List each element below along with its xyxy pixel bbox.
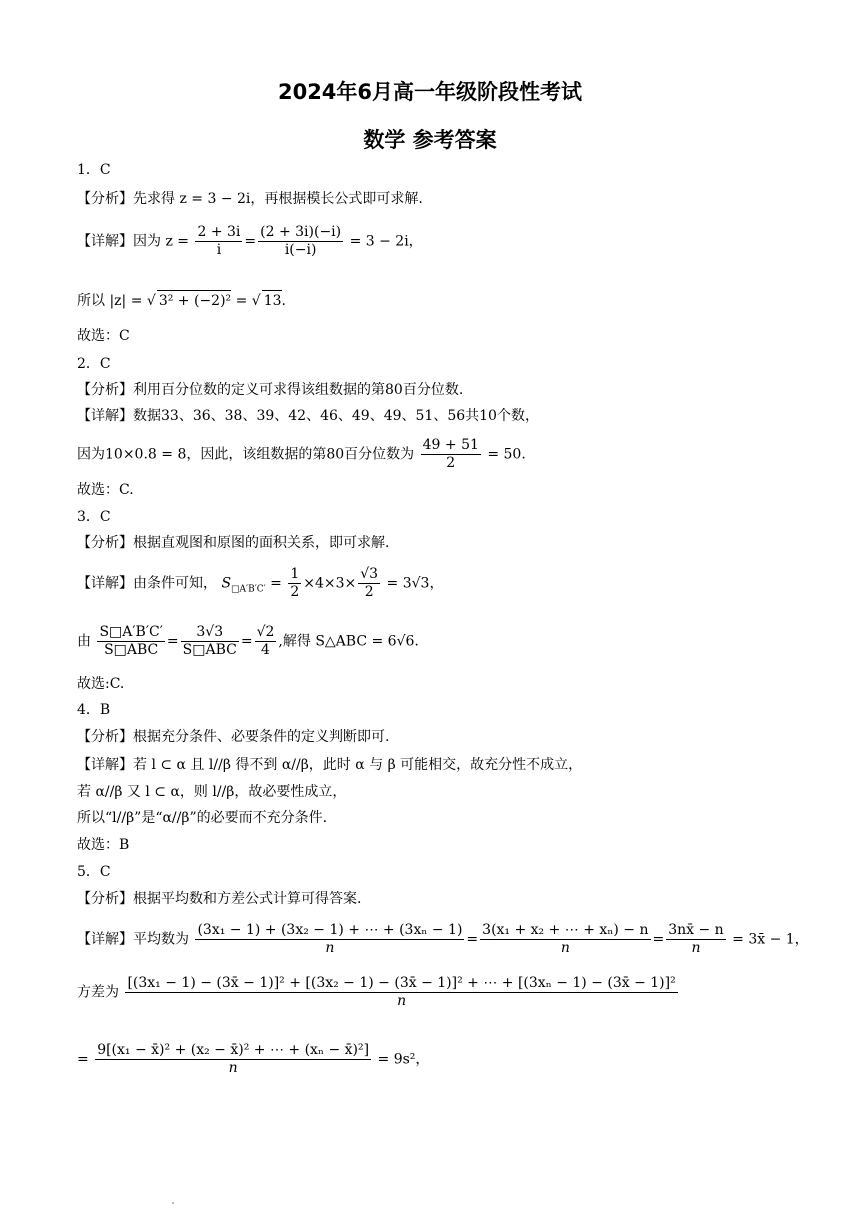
q5-variance-result (77, 1042, 429, 1077)
fraction-numerator: 9[(x₁ − x̄)² + (x₂ − x̄)² + ⋯ + (xₙ − x̄)²] (97, 1042, 370, 1058)
fraction-denominator: n (691, 940, 701, 956)
q5-mean-fraction-3 (666, 922, 725, 957)
q2-analysis: 【分析】利用百分位数的定义可求得该组数据的第80百分位数. (77, 382, 464, 398)
page-subtitle: 数学 参考答案 (363, 128, 497, 152)
q3-mid: ×4×3× (303, 575, 357, 592)
fraction-numerator: 3(x₁ + x₂ + ⋯ + xₙ) − n (482, 922, 649, 938)
q2-percentile-pre: 因为10×0.8 = 8，因此，该组数据的第80百分位数为 (77, 446, 415, 463)
q1-fraction-2 (258, 224, 343, 259)
q5-variance2-pre: = (77, 1051, 89, 1068)
q5-variance (77, 975, 680, 1010)
q4-analysis: 【分析】根据充分条件、必要条件的定义判断即可. (77, 729, 390, 745)
q3-area-symbol: S (221, 575, 232, 592)
q1-modulus-radicand: 3² + (−2)² (157, 290, 231, 311)
q5-mean-pre: 【详解】平均数为 (77, 931, 189, 948)
fraction-numerator: 3√3 (181, 624, 239, 642)
q5-mean-fraction-1 (195, 922, 464, 957)
fraction-denominator: 2 (290, 584, 300, 600)
fraction-denominator: S□ABC (104, 642, 159, 658)
q3-detail (77, 566, 443, 601)
fraction-numerator: √2 (256, 624, 275, 640)
page-title: 2024年6月高一年级阶段性考试 (277, 80, 583, 104)
q3-ratio: 由 $\frac{S□A'B'C'}{\text{S□ABC}}$ = $\frac{3√3}{\text{S□ABC}}$ = $\frac{√2}{4}$ ,解得 S△ABC = 6√6. (77, 624, 419, 658)
q3-ratio-post: ,解得 S△ABC = 6√6. (278, 633, 419, 650)
fraction-numerator: 3nx̄ − n (668, 922, 724, 938)
q2-percentile (77, 437, 526, 472)
q1-modulus-end: . (281, 293, 286, 309)
fraction-numerator: 2 + 3i (197, 224, 241, 240)
q3-area-subscript: □A′B′C′ (231, 584, 266, 595)
fraction-numerator: 1 (290, 566, 300, 582)
page-mark (172, 1202, 174, 1204)
fraction-denominator: 2 (446, 455, 456, 471)
fraction-numerator: (3x₁ − 1) + (3x₂ − 1) + ⋯ + (3xₙ − 1) (197, 922, 463, 938)
fraction-numerator: √3 (360, 566, 379, 582)
q4-answer: 故选：B (77, 837, 130, 853)
q1-modulus-pre: 所以 |z| = (77, 293, 143, 309)
q5-mean-fraction-2 (480, 922, 650, 957)
q1-answer: 故选：C (77, 328, 130, 344)
q1-modulus-eq: = (235, 293, 248, 309)
q4-conclusion: 所以“l//β”是“α//β”的必要而不充分条件. (77, 810, 328, 826)
q5-variance2-fraction (95, 1042, 371, 1077)
q2-fraction (421, 437, 481, 472)
q3-ratio-fraction-2 (181, 624, 239, 659)
q1-detail-post: = 3 − 2i， (349, 233, 423, 250)
fraction-numerator: 49 + 51 (422, 437, 479, 453)
q3-number: 3．C (77, 509, 111, 525)
q4-detail: 【详解】若 l ⊂ α 且 l//β 得不到 α//β，此时 α 与 β 可能相交，故充分性不成立， (77, 757, 583, 773)
q1-modulus-result: 13 (262, 290, 282, 311)
q3-ratio-fraction-3 (255, 624, 277, 659)
q3-answer: 故选:C. (77, 676, 125, 692)
fraction-denominator: i(−i) (284, 242, 317, 258)
q3-fraction-root3 (358, 566, 380, 601)
q2-percentile-post: = 50. (487, 446, 526, 463)
q5-mean-post: = 3x̄ − 1， (732, 931, 809, 948)
q5-variance2-post: = 9s²， (377, 1051, 430, 1068)
q3-result: = 3√3， (386, 575, 444, 592)
q1-fraction-1 (195, 224, 242, 259)
q4-number: 4．B (77, 702, 111, 718)
q1-detail-pre: 【详解】因为 z = (77, 233, 190, 250)
fraction-denominator: 2 (364, 584, 374, 600)
q5-variance-pre: 方差为 (77, 984, 119, 1001)
q5-number: 5．C (77, 864, 111, 880)
fraction-denominator: 4 (261, 642, 270, 658)
q5-mean: 【详解】平均数为 $\frac{\text{(3x₁ − 1) + (3x₂ − 1) + ⋯ + (3xₙ − 1)}}{n}$ = $\frac{\text{3(x₁ + x₂ + ⋯ + xₙ) − n}}{n}$ = $\frac{3nx̄ - n}{n}$ = 3x̄ − 1， (77, 922, 809, 956)
q1-analysis: 【分析】先求得 z = 3 − 2i，再根据模长公式即可求解. (77, 191, 423, 207)
q1-modulus: 所以 |z| = √ 3² + (−2)² = √ 13. (77, 290, 286, 311)
q5-analysis: 【分析】根据平均数和方差公式计算可得答案. (77, 891, 362, 907)
fraction-numerator: (2 + 3i)(−i) (260, 224, 342, 240)
q3-detail-pre: 【详解】由条件可知， (77, 575, 217, 592)
q2-answer: 故选：C. (77, 482, 134, 498)
q3-eq: = (270, 575, 282, 592)
fraction-numerator: S□A′B′C′ (99, 624, 163, 640)
q1-number: 1．C (77, 162, 111, 178)
q4-necessity: 若 α//β 又 l ⊂ α，则 l//β，故必要性成立， (77, 784, 347, 800)
q2-detail: 【详解】数据33、36、38、39、42、46、49、49、51、56共10个数， (77, 408, 539, 424)
q1-detail: 【详解】因为 z = $\frac{2 + 3i}{i}$ = $\frac{(2 + 3i)(-i)}{i(-i)}$ = 3 − 2i， (77, 224, 423, 258)
fraction-denominator: n (228, 1060, 238, 1076)
q3-analysis: 【分析】根据直观图和原图的面积关系，即可求解. (77, 535, 390, 551)
fraction-denominator: i (216, 242, 222, 258)
q3-ratio-fraction-1 (97, 624, 164, 659)
fraction-denominator: S□ABC (182, 642, 237, 658)
q3-fraction-half (288, 566, 301, 601)
fraction-denominator: n (397, 993, 407, 1009)
fraction-denominator: n (560, 940, 570, 956)
q2-number: 2．C (77, 356, 111, 372)
fraction-denominator: n (325, 940, 335, 956)
q5-variance-fraction (125, 975, 677, 1010)
fraction-numerator: [(3x₁ − 1) − (3x̄ − 1)]² + [(3x₂ − 1) − (3x̄ − 1)]² + ⋯ + [(3xₙ − 1) − (3x̄ − 1)]² (127, 975, 676, 991)
q3-ratio-pre: 由 (77, 633, 91, 650)
